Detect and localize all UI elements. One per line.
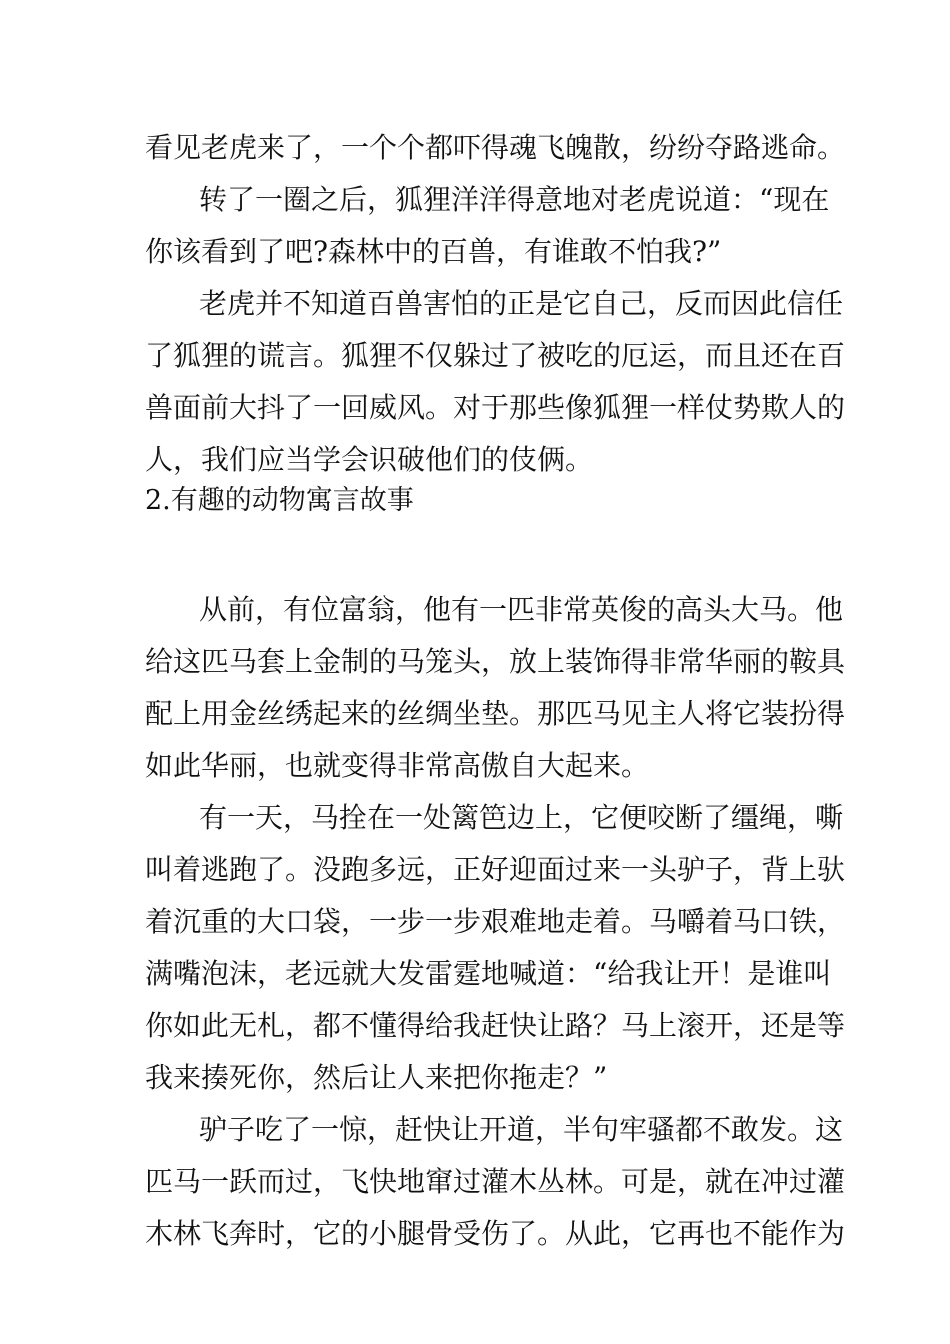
text-line: 看见老虎来了，一个个都吓得魂飞魄散，纷纷夺路逃命。 xyxy=(145,131,846,164)
text-line: 兽面前大抖了一回威风。对于那些像狐狸一样仗势欺人的 xyxy=(145,391,846,424)
text-line: 给这匹马套上金制的马笼头，放上装饰得非常华丽的鞍具 xyxy=(145,645,846,678)
text-line: 人，我们应当学会识破他们的伎俩。 xyxy=(145,443,594,476)
text-line: 满嘴泡沫，老远就大发雷霆地喊道：“给我让开！是谁叫 xyxy=(145,957,832,990)
text-line: 着沉重的大口袋，一步一步艰难地走着。马嚼着马口铁， xyxy=(145,905,846,938)
text-line: 转了一圈之后，狐狸洋洋得意地对老虎说道：“现在 xyxy=(199,183,830,216)
section-heading: 2.有趣的动物寓言故事 xyxy=(145,485,414,516)
text-line: 你如此无札，都不懂得给我赶快让路？马上滚开，还是等 xyxy=(145,1009,846,1042)
text-line: 驴子吃了一惊，赶快让开道，半句牢骚都不敢发。这 xyxy=(199,1113,844,1146)
text-line: 从前，有位富翁，他有一匹非常英俊的高头大马。他 xyxy=(199,593,844,626)
text-line: 配上用金丝绣起来的丝绸坐垫。那匹马见主人将它装扮得 xyxy=(145,697,846,730)
text-line: 你该看到了吧?森林中的百兽，有谁敢不怕我?” xyxy=(145,235,722,268)
text-line: 叫着逃跑了。没跑多远，正好迎面过来一头驴子，背上驮 xyxy=(145,853,846,886)
text-line: 老虎并不知道百兽害怕的正是它自己，反而因此信任 xyxy=(199,287,844,320)
text-line: 有一天，马拴在一处篱笆边上，它便咬断了缰绳，嘶 xyxy=(199,801,844,834)
text-line: 如此华丽，也就变得非常高傲自大起来。 xyxy=(145,749,650,782)
text-line: 匹马一跃而过，飞快地窜过灌木丛林。可是，就在冲过灌 xyxy=(145,1165,846,1198)
text-line: 了狐狸的谎言。狐狸不仅躲过了被吃的厄运，而且还在百 xyxy=(145,339,846,372)
text-line: 木林飞奔时，它的小腿骨受伤了。从此，它再也不能作为 xyxy=(145,1217,846,1250)
text-line: 我来揍死你，然后让人来把你拖走？” xyxy=(145,1061,608,1094)
